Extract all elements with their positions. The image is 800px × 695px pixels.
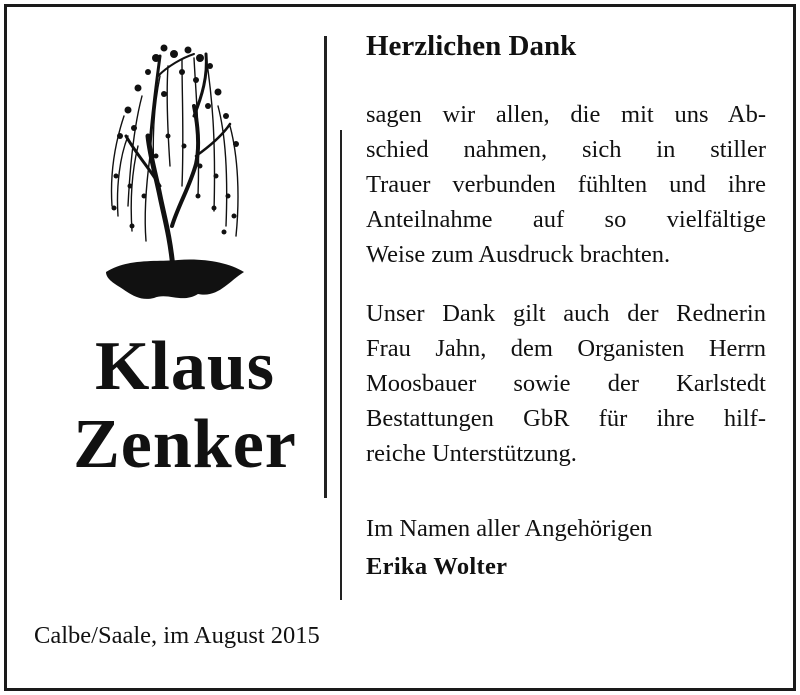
closing-line: Im Namen aller Angehörigen: [366, 515, 653, 542]
deceased-last-name: Zenker: [73, 406, 297, 483]
heading: Herzlichen Dank: [366, 30, 577, 62]
weeping-willow-icon: [98, 36, 248, 306]
vertical-rule-right: [340, 130, 342, 600]
deceased-first-name: Klaus: [94, 328, 276, 405]
paragraph-line: sagen wir allen, die mit uns Ab-: [366, 101, 766, 128]
paragraph-line: Bestattungen GbR für ihre hilf-: [366, 405, 766, 432]
vertical-rule-left: [324, 36, 327, 498]
paragraph-line: reiche Unterstützung.: [366, 440, 577, 467]
paragraph-line: Moosbauer sowie der Karlstedt: [366, 370, 766, 397]
place-and-date: Calbe/Saale, im August 2015: [34, 622, 320, 649]
paragraph-line: Trauer verbunden fühlten und ihre: [366, 171, 766, 198]
acknowledgement-paragraph: [366, 296, 766, 471]
thanks-paragraph: [366, 97, 766, 272]
paragraph-line: schied nahmen, sich in stiller: [366, 136, 766, 163]
paragraph-line: Weise zum Ausdruck brachten.: [366, 241, 671, 268]
paragraph-line: Anteilnahme auf so vielfältige: [366, 206, 766, 233]
signer-name: Erika Wolter: [366, 553, 508, 580]
paragraph-line: Unser Dank gilt auch der Rednerin: [366, 300, 766, 327]
paragraph-line: Frau Jahn, dem Organisten Herrn: [366, 335, 766, 362]
